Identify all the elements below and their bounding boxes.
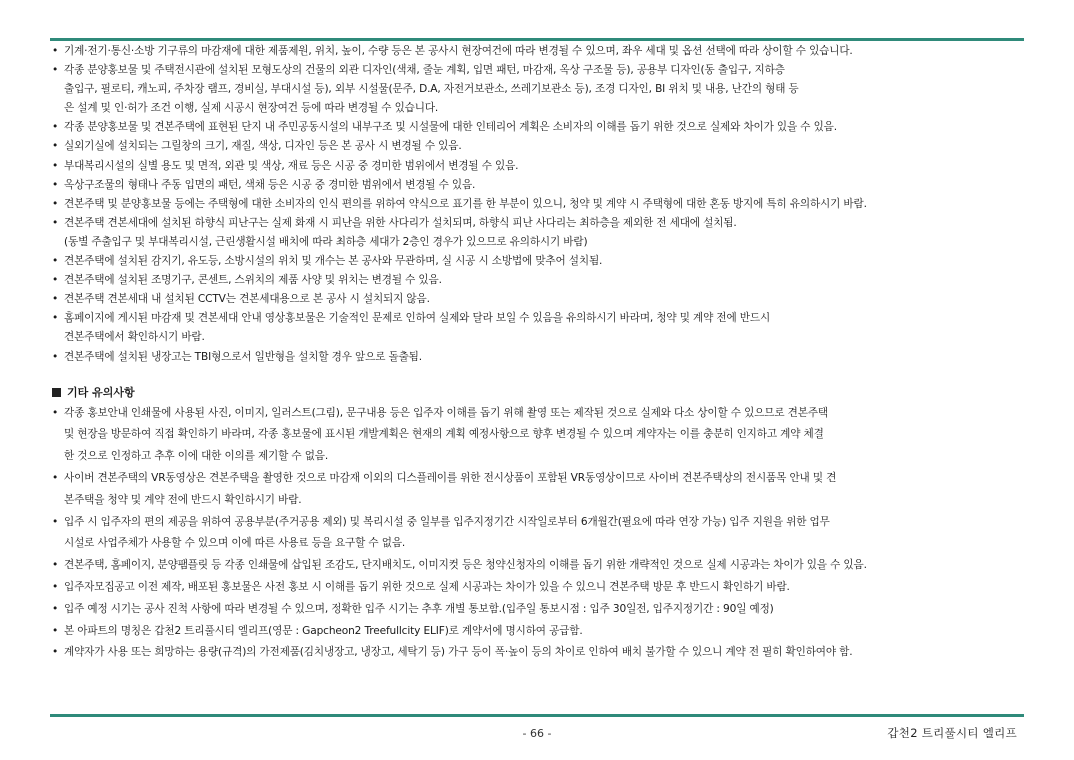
list-item-line: • 사이버 견본주택의 VR동영상은 견본주택을 촬영한 것으로 마감재 이외의 디스플레이를 위한 전시상품이 포함된 VR동영상이므로 사이버 견본주택상의 전시품목 안내 및 견 bbox=[64, 471, 837, 484]
section-heading bbox=[50, 383, 1024, 403]
list-item bbox=[50, 555, 1024, 577]
list-item-line: • 각종 분양홍보물 및 주택전시관에 설치된 모형도상의 건물의 외관 디자인(색채, 줄눈 계획, 입면 패턴, 마감재, 옥상 구조물 등), 공용부 디자인(동 출입구, 지하층 bbox=[64, 64, 785, 77]
list-item bbox=[50, 252, 1024, 271]
list-item-line: • 견본주택에 설치된 냉장고는 TBI형으로서 일반형을 설치할 경우 앞으로 돌출됨. bbox=[64, 350, 422, 363]
list-item-line: 본주택을 청약 및 계약 전에 반드시 확인하시기 바람. bbox=[64, 493, 302, 506]
list-item bbox=[50, 468, 1024, 512]
top-divider bbox=[50, 38, 1024, 41]
list-item-line: • 본 아파트의 명칭은 갑천2 트리풀시티 엘리프(영문 : Gapcheon2 Treefullcity ELIF)로 계약서에 명시하여 공급함. bbox=[64, 624, 583, 637]
list-item bbox=[50, 642, 1024, 664]
list-item-line: • 홈페이지에 게시된 마감재 및 견본세대 안내 영상홍보물은 기술적인 문제로 인하여 실제와 달라 보일 수 있음을 유의하시기 바라며, 청약 및 계약 전에 반드시 bbox=[64, 312, 771, 325]
list-item bbox=[50, 348, 1024, 367]
list-item bbox=[50, 271, 1024, 290]
list-item-line: • 부대복리시설의 실별 용도 및 면적, 외관 및 색상, 재료 등은 시공 중 경미한 범위에서 변경될 수 있음. bbox=[64, 159, 519, 172]
square-bullet-icon bbox=[52, 388, 61, 397]
list-item-line: • 견본주택 견본세대에 설치된 하향식 피난구는 실제 화재 시 피난을 위한 사다리가 설치되며, 하향식 피난 사다리는 최하층을 제외한 전 세대에 설치됨. bbox=[64, 216, 737, 229]
list-item-line: • 견본주택에 설치된 감지기, 유도등, 소방시설의 위치 및 개수는 본 공사와 무관하며, 실 시공 시 소방법에 맞추어 설치됨. bbox=[64, 255, 603, 268]
list-item-line: 및 현장을 방문하여 직접 확인하기 바라며, 각종 홍보물에 표시된 개발계획은 현재의 계획 예정사항으로 향후 변경될 수 있으며 계약자는 이를 충분히 인지하고 계약 체결 bbox=[64, 428, 824, 441]
list-item bbox=[50, 137, 1024, 156]
list-item-line: • 기계·전기·통신·소방 기구류의 마감재에 대한 제품제원, 위치, 높이, 수량 등은 본 공사시 현장여건에 따라 변경될 수 있으며, 좌우 세대 및 옵션 선택에 따라 상이할 수 있습니다. bbox=[64, 45, 853, 57]
list-item bbox=[50, 403, 1024, 468]
list-item-line: • 입주 예정 시기는 공사 진척 사항에 따라 변경될 수 있으며, 정확한 입주 시기는 추후 개별 통보함.(입주일 통보시점 : 입주 30일전, 입주지정기간 : 90일 예정) bbox=[64, 602, 774, 615]
page-number: - 66 - bbox=[522, 727, 552, 740]
list-item-line: • 견본주택 견본세대 내 설치된 CCTV는 견본세대용으로 본 공사 시 설치되지 않음. bbox=[64, 293, 430, 306]
list-item-line: 출입구, 필로티, 캐노피, 주차장 램프, 경비실, 부대시설 등), 외부 시설물(문주, D.A, 자전거보관소, 쓰레기보관소 등), 조경 디자인, BI 위치 및 내용, 난간의 형태 등 bbox=[64, 83, 799, 96]
list-item bbox=[50, 61, 1024, 118]
notes-list bbox=[50, 42, 1024, 367]
list-item bbox=[50, 577, 1024, 599]
list-item-line: • 각종 분양홍보물 및 견본주택에 표현된 단지 내 주민공동시설의 내부구조 및 시설물에 대한 인테리어 계획은 소비자의 이해를 돕기 위한 것으로 실제와 차이가 있을 수 있음. bbox=[64, 121, 837, 134]
list-item-line: 한 것으로 인정하고 추후 이에 대한 이의를 제기할 수 없음. bbox=[64, 450, 329, 463]
notice-content bbox=[50, 42, 1024, 664]
bottom-divider bbox=[50, 714, 1024, 717]
list-item-line: • 견본주택에 설치된 조명기구, 콘센트, 스위치의 제품 사양 및 위치는 변경될 수 있음. bbox=[64, 274, 442, 287]
list-item bbox=[50, 176, 1024, 195]
list-item bbox=[50, 309, 1024, 347]
list-item bbox=[50, 157, 1024, 176]
list-item-line: • 실외기실에 설치되는 그릴창의 크기, 재질, 색상, 디자인 등은 본 공사 시 변경될 수 있음. bbox=[64, 140, 462, 153]
list-item-line: • 견본주택 및 분양홍보물 등에는 주택형에 대한 소비자의 인식 편의를 위하여 약식으로 표기를 한 부분이 있으니, 청약 및 계약 시 주택형에 대한 혼동 방지에 특히 유의하시기 바람. bbox=[64, 197, 867, 210]
list-item bbox=[50, 290, 1024, 309]
list-item-line: • 계약자가 사용 또는 희망하는 용량(규격)의 가전제품(김치냉장고, 냉장고, 세탁기 등) 가구 등이 폭·높이 등의 차이로 인하여 배치 불가할 수 있으니 계약 전 필히 확인하여야 함. bbox=[64, 646, 853, 659]
list-item-line: 견본주택에서 확인하시기 바람. bbox=[64, 331, 205, 344]
list-item-line: • 입주자모집공고 이전 제작, 배포된 홍보물은 사전 홍보 시 이해를 돕기 위한 것으로 실제 시공과는 차이가 있을 수 있으니 견본주택 방문 후 반드시 확인하기 바람. bbox=[64, 580, 790, 593]
list-item bbox=[50, 214, 1024, 252]
list-item bbox=[50, 599, 1024, 621]
list-item bbox=[50, 195, 1024, 214]
list-item bbox=[50, 621, 1024, 643]
list-item-line: • 각종 홍보안내 인쇄물에 사용된 사진, 이미지, 일러스트(그림), 문구내용 등은 입주자 이해를 돕기 위해 촬영 또는 제작된 것으로 실제와 다소 상이할 수 있으므로 견본주택 bbox=[64, 406, 828, 419]
list-item-line: 시설로 사업주체가 사용할 수 있으며 이에 따른 사용료 등을 요구할 수 없음. bbox=[64, 537, 406, 550]
section-title: 기타 유의사항 bbox=[67, 385, 135, 399]
other-notes-list bbox=[50, 403, 1024, 665]
list-item bbox=[50, 42, 1024, 61]
list-item bbox=[50, 118, 1024, 137]
list-item bbox=[50, 512, 1024, 556]
list-item-line: (동별 주출입구 및 부대복리시설, 근린생활시설 배치에 따라 최하층 세대가 2층인 경우가 있으므로 유의하시기 바람) bbox=[64, 235, 588, 248]
list-item-line: • 옥상구조물의 형태나 주동 입면의 패턴, 색채 등은 시공 중 경미한 범위에서 변경될 수 있음. bbox=[64, 178, 476, 191]
list-item-line: • 견본주택, 홈페이지, 분양팸플릿 등 각종 인쇄물에 삽입된 조감도, 단지배치도, 이미지컷 등은 청약신청자의 이해를 돕기 위한 개략적인 것으로 실제 시공과는 차이가 있을 수 있음. bbox=[64, 559, 867, 572]
complex-name: 갑천2 트리풀시티 엘리프 bbox=[887, 726, 1017, 740]
list-item-line: • 입주 시 입주자의 편의 제공을 위하여 공용부분(주거공용 제외) 및 복리시설 중 일부를 입주지정기간 시작일로부터 6개월간(필요에 따라 연장 가능) 입주 지원을 위한 업무 bbox=[64, 515, 830, 528]
list-item-line: 은 설계 및 인·허가 조건 이행, 실제 시공시 현장여건 등에 따라 변경될 수 있습니다. bbox=[64, 102, 439, 115]
